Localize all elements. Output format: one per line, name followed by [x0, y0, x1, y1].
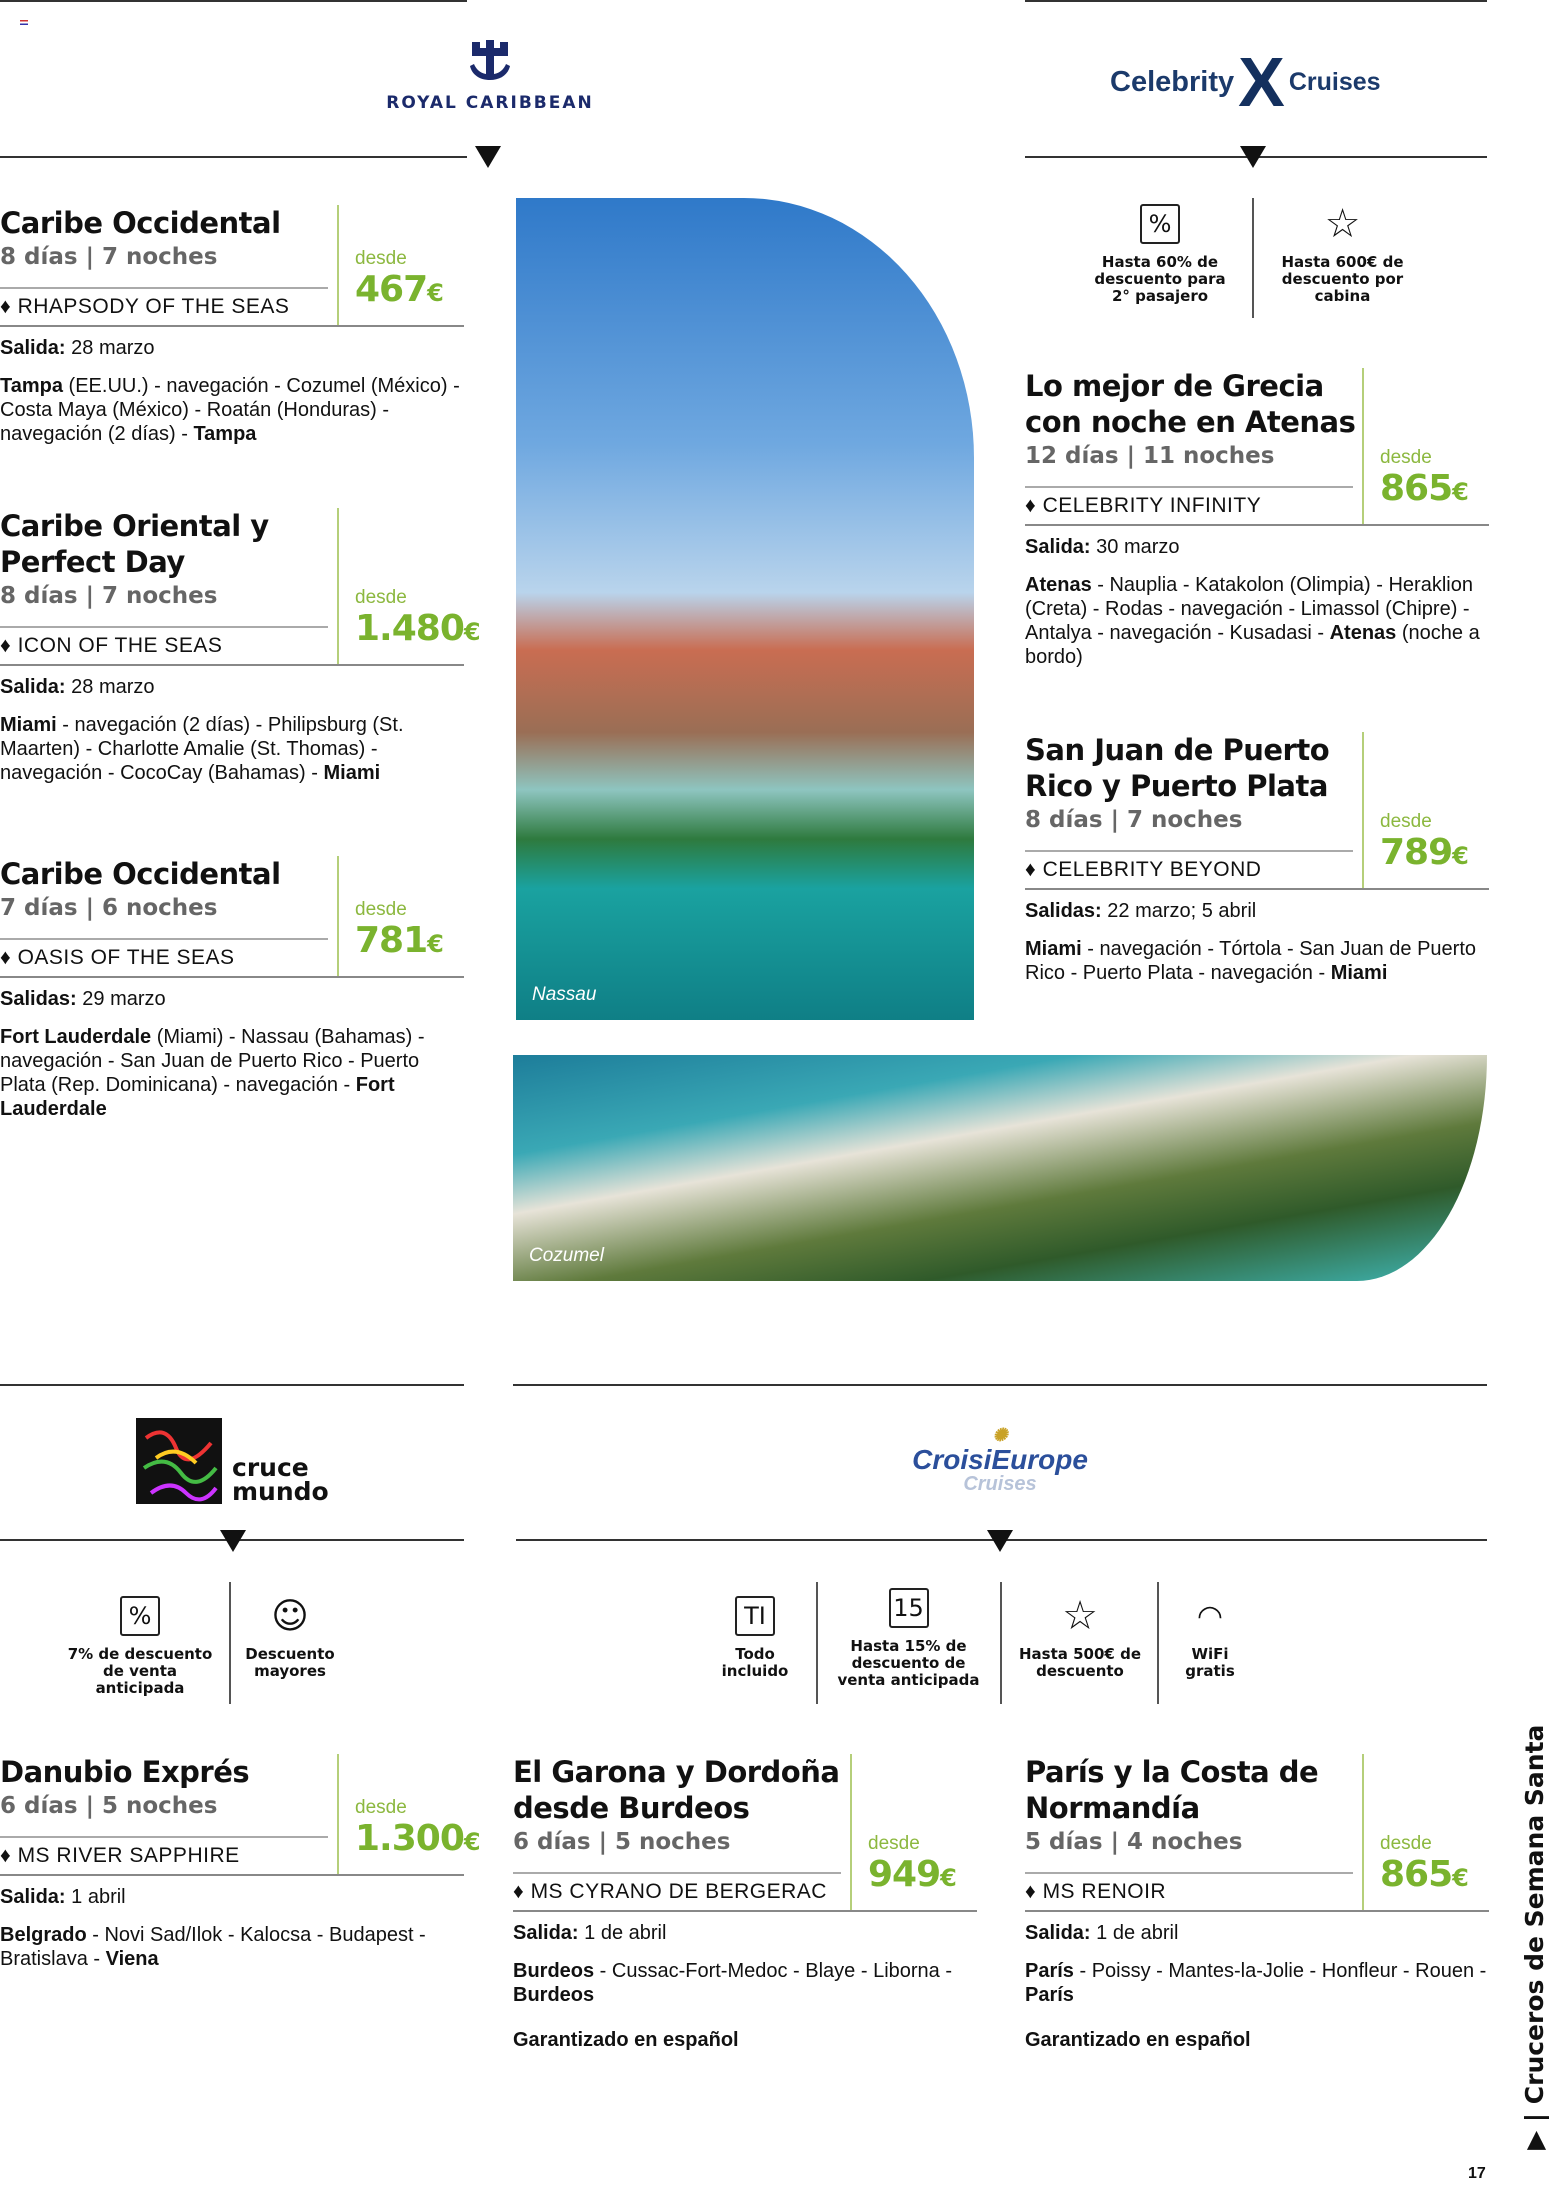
celebrity-logo [1110, 43, 1410, 121]
card-header [513, 1754, 977, 1912]
price [1380, 1855, 1489, 1898]
guarantee-note: Garantizado en español [1025, 2029, 1251, 2051]
nassau-photo [516, 198, 974, 1020]
card-header [0, 1754, 480, 1876]
brand-name: Cruises [1288, 67, 1381, 96]
departure [0, 1886, 464, 1909]
photo-caption: Nassau [532, 984, 597, 1005]
departure [0, 676, 464, 699]
feature-label: Todo incluido [721, 1645, 789, 1680]
cruise-card [1025, 1754, 1489, 2052]
cruise-card [1025, 368, 1489, 669]
price [355, 1818, 480, 1862]
feature-early-booking [60, 1596, 220, 1697]
departure-label: Salida: [0, 337, 66, 359]
price-box [1362, 732, 1489, 888]
x-mark-icon: X [1238, 43, 1285, 121]
guarantee-note: Garantizado en español [513, 2029, 739, 2051]
separator [229, 1582, 231, 1704]
cruise-duration: 6 días | 5 noches [0, 1793, 218, 1819]
logo-mark-icon [136, 1418, 222, 1504]
departure [1025, 536, 1489, 559]
brand-name: mundo [232, 1477, 329, 1506]
departure-date: 30 marzo [1096, 536, 1180, 558]
ship-label: OASIS OF THE SEAS [17, 946, 235, 969]
ship-label: MS RENOIR [1042, 1880, 1167, 1903]
feature-label: Hasta 60% de descuento para 2° pasajero [1094, 253, 1226, 305]
percent-icon: % [1140, 204, 1180, 244]
ship-name: ♦ OASIS OF THE SEAS [0, 938, 328, 972]
price-box [337, 856, 464, 976]
departure-date: 1 de abril [1096, 1922, 1179, 1944]
departure-label: Salidas: [0, 988, 77, 1010]
cruise-title: Caribe Occidental [0, 857, 281, 891]
price [1380, 833, 1489, 876]
top-rule-right [1025, 0, 1487, 2]
brand-name: cruce [232, 1453, 309, 1482]
cruise-title: Danubio Exprés [0, 1755, 250, 1789]
feature-label: WiFi gratis [1185, 1645, 1235, 1680]
departure [0, 988, 464, 1011]
currency: € [1452, 478, 1468, 506]
section-rule [513, 1384, 1487, 1386]
ship-name: ♦ ICON OF THE SEAS [0, 626, 328, 660]
price-box [337, 508, 480, 664]
price-prefix: desde [868, 1833, 920, 1854]
cruise-duration: 8 días | 7 noches [0, 244, 218, 270]
ship-name: ♦ MS RENOIR [1025, 1872, 1353, 1906]
price-box [850, 1754, 977, 1910]
departure-label: Salida: [0, 676, 66, 698]
feature-label: Hasta 600€ de descuento por cabina [1281, 253, 1404, 305]
ship-name: ♦ MS RIVER SAPPHIRE [0, 1836, 328, 1870]
flag-icon [20, 20, 28, 25]
ship-name: ♦ CELEBRITY INFINITY [1025, 486, 1353, 520]
ship-name: ♦ MS CYRANO DE BERGERAC [513, 1872, 841, 1906]
separator [1000, 1582, 1002, 1704]
arrow-down-icon [475, 146, 501, 168]
ship-name: ♦ RHAPSODY OF THE SEAS [0, 287, 328, 321]
side-section-title: ▶ | Cruceros de Semana Santa [1520, 1724, 1549, 2150]
feature-discount-2nd [1090, 204, 1230, 305]
feature-500-discount [1010, 1592, 1150, 1680]
currency: € [463, 1828, 480, 1856]
ship-label: CELEBRITY INFINITY [1042, 494, 1262, 517]
price-box [1362, 1754, 1489, 1910]
price-box [1362, 368, 1489, 524]
departure [513, 1922, 977, 1945]
brand-name: Celebrity [1110, 65, 1235, 98]
cruise-title: Caribe Occidental [0, 206, 281, 240]
cruise-title: El Garona y Dordoña desde Burdeos [513, 1755, 840, 1825]
cruise-title: Lo mejor de Grecia con noche en Atenas [1025, 369, 1356, 439]
price-box [337, 1754, 480, 1874]
price-prefix: desde [1380, 1833, 1432, 1854]
crucemundo-logo [136, 1418, 329, 1504]
departure [1025, 900, 1489, 923]
cruise-duration: 8 días | 7 noches [0, 583, 218, 609]
side-title-text: Cruceros de Semana Santa [1520, 1724, 1549, 2105]
price-prefix: desde [1380, 447, 1432, 468]
cruise-duration: 7 días | 6 noches [0, 895, 218, 921]
departure [1025, 1922, 1489, 1945]
price-prefix: desde [1380, 811, 1432, 832]
ti-icon: TI [735, 1596, 775, 1636]
price [355, 608, 480, 652]
price [1380, 469, 1489, 512]
departure-date: 29 marzo [82, 988, 166, 1010]
divider-rule [0, 156, 467, 158]
departure [0, 337, 464, 360]
cozumel-photo [513, 1055, 1487, 1281]
cruise-duration: 8 días | 7 noches [1025, 807, 1243, 833]
card-header [0, 508, 480, 666]
cruise-duration: 5 días | 4 noches [1025, 1829, 1243, 1855]
itinerary: Miami - navegación (2 días) - Philipsburg (St. Maarten) - Charlotte Amalie (St. Thomas) - navegación - CocoCay (Bahamas) - Miami [0, 714, 404, 784]
price-prefix: desde [355, 587, 407, 608]
feature-all-inclusive [715, 1596, 795, 1680]
itinerary: Tampa (EE.UU.) - navegación - Cozumel (México) - Costa Maya (México) - Roatán (Honduras) - navegación (2 días) - Tampa [0, 375, 460, 445]
separator [1157, 1582, 1159, 1704]
departure-date: 28 marzo [71, 676, 155, 698]
price-value: 789 [1380, 832, 1453, 873]
feature-label: Hasta 15% de descuento de venta anticipada [837, 1637, 980, 1689]
departure-date: 28 marzo [71, 337, 155, 359]
ship-name: ♦ CELEBRITY BEYOND [1025, 850, 1353, 884]
itinerary: Fort Lauderdale (Miami) - Nassau (Bahamas) - navegación - San Juan de Puerto Rico - Puerto Plata (Rep. Dominicana) - navegación - Fort Lauderdale [0, 1026, 425, 1120]
departure-label: Salida: [513, 1922, 579, 1944]
smiley-icon: ☺ [271, 1595, 309, 1637]
top-rule-left [0, 0, 467, 2]
price-prefix: desde [355, 899, 407, 920]
card-header [1025, 368, 1489, 526]
royal-caribbean-logo [380, 36, 600, 113]
sun-icon: ✺ [992, 1425, 1008, 1445]
separator [1252, 198, 1254, 318]
brand-name: ROYAL CARIBBEAN [386, 93, 594, 113]
arrow-down-icon [220, 1530, 246, 1552]
price [355, 270, 464, 313]
cruise-card [0, 1754, 480, 1971]
card-header [0, 205, 464, 327]
feature-early-15 [826, 1588, 991, 1689]
departure-date: 1 de abril [584, 1922, 667, 1944]
anchor-crown-icon [464, 36, 516, 88]
cruise-duration: 6 días | 5 noches [513, 1829, 731, 1855]
price-value: 865 [1380, 1854, 1453, 1895]
section-rule [0, 1384, 464, 1386]
departure-label: Salida: [0, 1886, 66, 1908]
percent-15-icon: 15 [889, 1588, 929, 1628]
itinerary: Miami - navegación - Tórtola - San Juan de Puerto Rico - Puerto Plata - navegación - Miami [1025, 938, 1476, 984]
feature-label: 7% de descuento de venta anticipada [67, 1645, 213, 1697]
feature-wifi [1170, 1596, 1250, 1680]
price-value: 949 [868, 1854, 941, 1895]
cruise-card [513, 1754, 977, 2052]
page-number: 17 [1468, 2165, 1486, 2182]
price-value: 1.300 [355, 1818, 464, 1859]
departure-label: Salida: [1025, 536, 1091, 558]
arrow-down-icon [1240, 146, 1266, 168]
currency: € [1452, 1864, 1468, 1892]
feature-cabin-discount [1270, 200, 1415, 305]
ship-label: CELEBRITY BEYOND [1042, 858, 1262, 881]
cruise-title: Caribe Oriental y Perfect Day [0, 509, 269, 579]
cruise-card [1025, 732, 1489, 985]
photo-caption: Cozumel [529, 1245, 604, 1266]
percent-icon: % [120, 1596, 160, 1636]
price [868, 1855, 977, 1898]
itinerary: París - Poissy - Mantes-la-Jolie - Honfleur - Rouen - París [1025, 1960, 1487, 2006]
currency: € [463, 618, 480, 646]
cruise-card [0, 205, 464, 446]
feature-seniors [240, 1596, 340, 1680]
euro-star-icon: ☆ [1062, 1592, 1098, 1639]
cruise-title: San Juan de Puerto Rico y Puerto Plata [1025, 733, 1330, 803]
card-header [1025, 732, 1489, 890]
separator [816, 1582, 818, 1704]
cruise-card [0, 508, 480, 785]
brand-name: Cruises [963, 1473, 1037, 1495]
cruise-duration: 12 días | 11 noches [1025, 443, 1275, 469]
price-prefix: desde [355, 248, 407, 269]
euro-star-icon: ☆ [1324, 200, 1361, 247]
feature-label: Hasta 500€ de descuento [1019, 1645, 1141, 1680]
cruise-card [0, 856, 464, 1121]
price [355, 921, 464, 964]
feature-label: Descuento mayores [245, 1645, 335, 1680]
card-header [1025, 1754, 1489, 1912]
croisieurope-logo [900, 1425, 1100, 1494]
itinerary: Belgrado - Novi Sad/Ilok - Kalocsa - Budapest - Bratislava - Viena [0, 1924, 426, 1970]
brand-name: CroisiEurope [912, 1444, 1088, 1475]
card-header [0, 856, 464, 978]
ship-label: MS CYRANO DE BERGERAC [530, 1880, 827, 1903]
itinerary: Burdeos - Cussac-Fort-Medoc - Blaye - Liborna - Burdeos [513, 1960, 953, 2006]
cruise-title: París y la Costa de Normandía [1025, 1755, 1319, 1825]
wifi-icon: ◠ [1196, 1598, 1224, 1634]
ship-label: RHAPSODY OF THE SEAS [17, 295, 290, 318]
ship-label: ICON OF THE SEAS [17, 634, 223, 657]
ship-label: MS RIVER SAPPHIRE [17, 1844, 240, 1867]
currency: € [427, 930, 443, 958]
departure-date: 1 abril [71, 1886, 126, 1908]
price-value: 1.480 [355, 608, 464, 649]
price-value: 781 [355, 920, 428, 961]
itinerary: Atenas - Nauplia - Katakolon (Olimpia) - Heraklion (Creta) - Rodas - navegación - Limassol (Chipre) - Antalya - navegación - Kusadasi - Atenas (noche a bordo) [1025, 574, 1480, 668]
currency: € [427, 279, 443, 307]
departure-label: Salidas: [1025, 900, 1102, 922]
departure-date: 22 marzo; 5 abril [1107, 900, 1257, 922]
arrow-down-icon [987, 1530, 1013, 1552]
currency: € [1452, 842, 1468, 870]
price-box [337, 205, 464, 325]
currency: € [940, 1864, 956, 1892]
price-prefix: desde [355, 1797, 407, 1818]
price-value: 865 [1380, 468, 1453, 509]
departure-label: Salida: [1025, 1922, 1091, 1944]
price-value: 467 [355, 269, 428, 310]
